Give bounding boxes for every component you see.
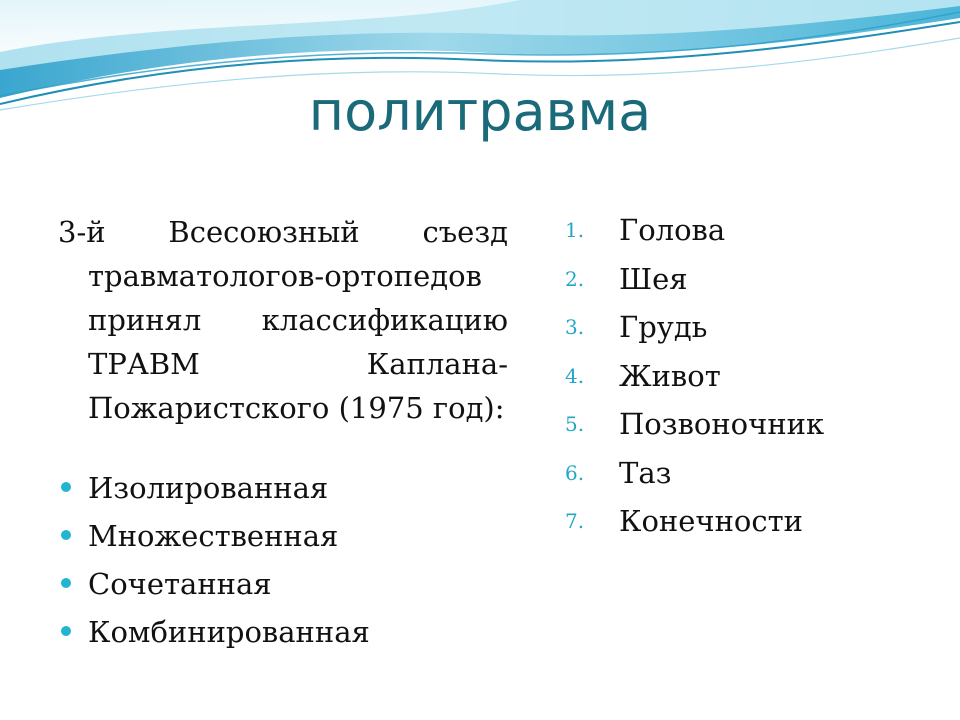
list-item [58,560,508,608]
list-item-label: Комбинированная [88,615,370,649]
list-item-label: Конечности [619,504,803,538]
list-number: 6. [565,460,585,485]
list-item-label: Голова [619,213,726,247]
slide-title: политравма [308,80,652,143]
list-item [565,352,945,401]
intro-paragraph: 3-й Всесоюзный съезд травматологов-ортопедов принял классификацию ТРАВМ Каплана-Пожаристского (1975 год): [58,215,508,425]
list-item [565,303,945,352]
list-item-label: Шея [619,261,688,296]
right-column [565,206,945,546]
bullet-dot-icon [61,626,71,636]
list-item [565,497,945,546]
bullet-dot-icon [61,482,71,492]
list-item [58,608,508,656]
bullet-dot-icon [61,578,71,588]
list-number: 3. [565,315,585,339]
list-item-label: Таз [619,455,672,490]
trauma-type-list [58,464,508,656]
list-item [58,464,508,512]
list-number: 5. [565,412,585,436]
list-item-label: Позвоночник [619,407,825,441]
left-column [58,210,508,656]
list-item-label: Сочетанная [88,567,272,601]
list-item [565,255,945,304]
list-item-label: Изолированная [88,471,329,505]
list-item-label: Живот [619,358,721,393]
list-item [58,512,508,560]
list-number: 7. [565,509,585,533]
list-item [565,449,945,498]
bullet-dot-icon [61,530,71,540]
list-number: 4. [565,363,585,388]
list-item [565,400,945,449]
body-region-list [565,206,945,546]
list-item [565,206,945,255]
list-item-label: Грудь [619,310,708,344]
list-number: 2. [565,266,585,291]
list-item-label: Множественная [88,519,339,553]
list-number: 1. [565,218,585,242]
